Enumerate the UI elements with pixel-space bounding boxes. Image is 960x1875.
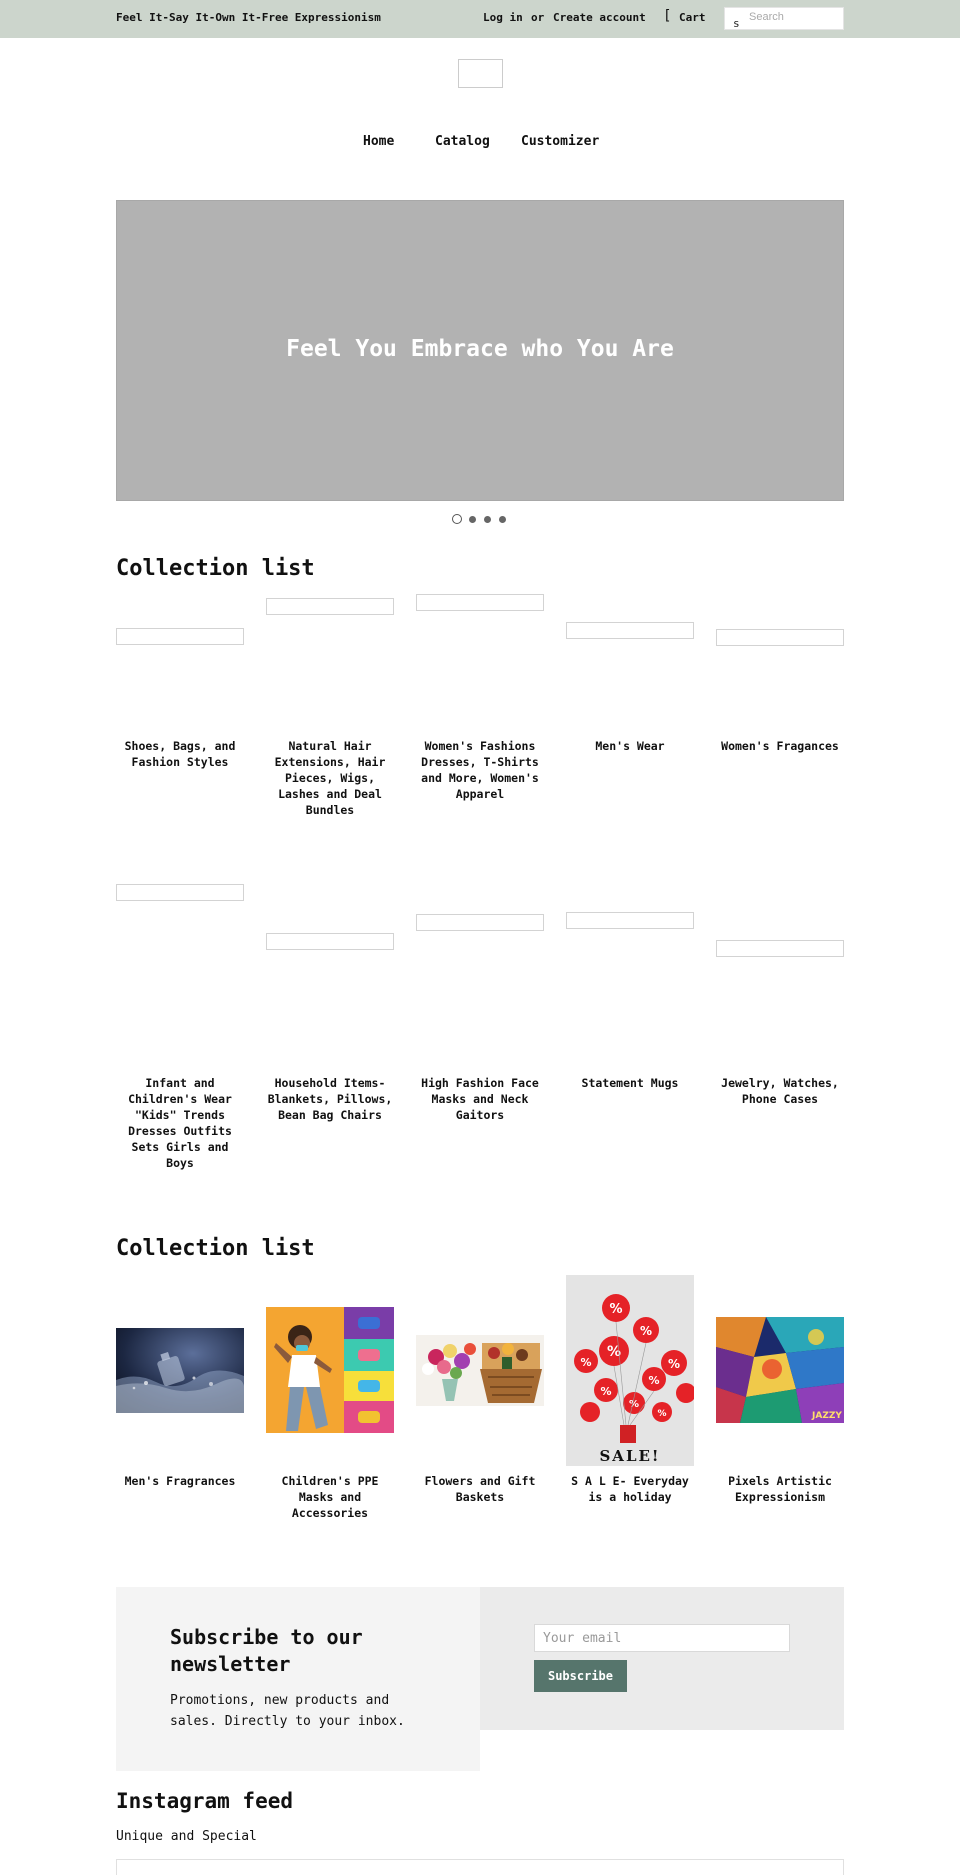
collection-label[interactable]: Shoes, Bags, and Fashion Styles	[124, 739, 236, 769]
slide-dot-2[interactable]	[469, 516, 476, 523]
newsletter-form-panel	[480, 1587, 844, 1730]
newsletter-text-panel	[116, 1587, 480, 1771]
login-link[interactable]: Log in	[483, 11, 523, 24]
newsletter-email-input[interactable]	[534, 1624, 790, 1652]
collection-label[interactable]: Women's Fashions Dresses, T-Shirts and More, Women's Apparel	[421, 739, 539, 801]
svg-text:%: %	[609, 1302, 623, 1317]
store-logo[interactable]	[458, 59, 503, 88]
collection-list-title-2: Collection list	[116, 1236, 315, 1261]
svg-text:%: %	[606, 1344, 622, 1360]
collection-label[interactable]: Pixels Artistic Expressionism	[728, 1474, 832, 1504]
nav-catalog[interactable]: Catalog	[435, 134, 490, 149]
collection-label[interactable]: Statement Mugs	[581, 1076, 679, 1090]
collection-image[interactable]	[416, 594, 544, 611]
collection-list-title: Collection list	[116, 556, 315, 581]
pixels-artistic-image[interactable]	[716, 1317, 844, 1423]
subscribe-button[interactable]: Subscribe	[534, 1660, 627, 1692]
svg-text:%: %	[628, 1399, 640, 1410]
collection-image[interactable]	[566, 622, 694, 639]
svg-text:%: %	[657, 1409, 667, 1419]
collection-image[interactable]	[566, 912, 694, 929]
collection-image[interactable]	[716, 940, 844, 957]
search-input[interactable]	[724, 7, 844, 30]
childrens-ppe-image[interactable]	[266, 1307, 394, 1433]
collection-label[interactable]: Women's Fragances	[721, 739, 839, 753]
slide-dot-3[interactable]	[484, 516, 491, 523]
top-bar	[0, 0, 960, 38]
search-icon: s	[733, 17, 740, 30]
newsletter-description: Promotions, new products and sales. Directly to your inbox.	[170, 1693, 405, 1729]
collection-label[interactable]: Infant and Children's Wear "Kids" Trends Dresses Outfits Sets Girls and Boys	[128, 1076, 232, 1170]
cart-icon[interactable]: [	[663, 8, 672, 24]
create-account-link[interactable]: Create account	[553, 11, 646, 24]
sale-sign-text: SALE!	[599, 1447, 661, 1465]
mens-fragrances-image[interactable]	[116, 1328, 244, 1413]
collection-label[interactable]: S A L E- Everyday is a holiday	[571, 1474, 689, 1504]
collection-image[interactable]	[716, 629, 844, 646]
or-text: or	[531, 11, 545, 24]
newsletter-title: Subscribe to our newsletter	[170, 1625, 363, 1676]
collection-label[interactable]: Natural Hair Extensions, Hair Pieces, Wigs, Lashes and Deal Bundles	[274, 739, 386, 817]
collection-label[interactable]: High Fashion Face Masks and Neck Gaitors	[421, 1076, 539, 1122]
svg-text:%: %	[639, 1324, 653, 1338]
instagram-title: Instagram feed	[116, 1789, 294, 1813]
instagram-subtitle: Unique and Special	[116, 1829, 257, 1844]
svg-text:%: %	[600, 1385, 612, 1398]
collection-label[interactable]: Jewelry, Watches, Phone Cases	[721, 1076, 839, 1106]
instagram-feed-frame[interactable]	[116, 1859, 844, 1875]
flowers-gift-baskets-image[interactable]	[416, 1335, 544, 1406]
collection-label[interactable]: Men's Wear	[595, 739, 665, 753]
collection-label[interactable]: Flowers and Gift Baskets	[424, 1474, 536, 1504]
collection-image[interactable]	[266, 933, 394, 950]
collection-image[interactable]	[116, 628, 244, 645]
slide-dot-4[interactable]	[499, 516, 506, 523]
collection-label[interactable]: Men's Fragrances	[124, 1474, 236, 1488]
search-placeholder: Search	[749, 11, 784, 23]
collection-label[interactable]: Household Items-Blankets, Pillows, Bean Bag Chairs	[267, 1076, 393, 1122]
jazzy-sign-text: JAZZY	[812, 1411, 842, 1421]
slide-dot-1[interactable]	[452, 514, 462, 524]
collection-image[interactable]	[416, 914, 544, 931]
svg-text:%: %	[648, 1374, 660, 1387]
svg-text:%: %	[580, 1356, 592, 1369]
collection-image[interactable]	[116, 884, 244, 901]
svg-text:%: %	[667, 1357, 681, 1371]
cart-link[interactable]: Cart	[679, 11, 706, 24]
sale-balloons-image[interactable]	[566, 1275, 694, 1466]
nav-customizer[interactable]: Customizer	[521, 134, 600, 149]
store-tagline: Feel It-Say It-Own It-Free Expressionism	[116, 11, 381, 24]
hero-title: Feel You Embrace who You Are	[286, 336, 674, 362]
collection-image[interactable]	[266, 598, 394, 615]
nav-home[interactable]: Home	[363, 134, 395, 149]
hero-slideshow[interactable]	[116, 200, 844, 501]
collection-label[interactable]: Children's PPE Masks and Accessories	[281, 1474, 379, 1520]
